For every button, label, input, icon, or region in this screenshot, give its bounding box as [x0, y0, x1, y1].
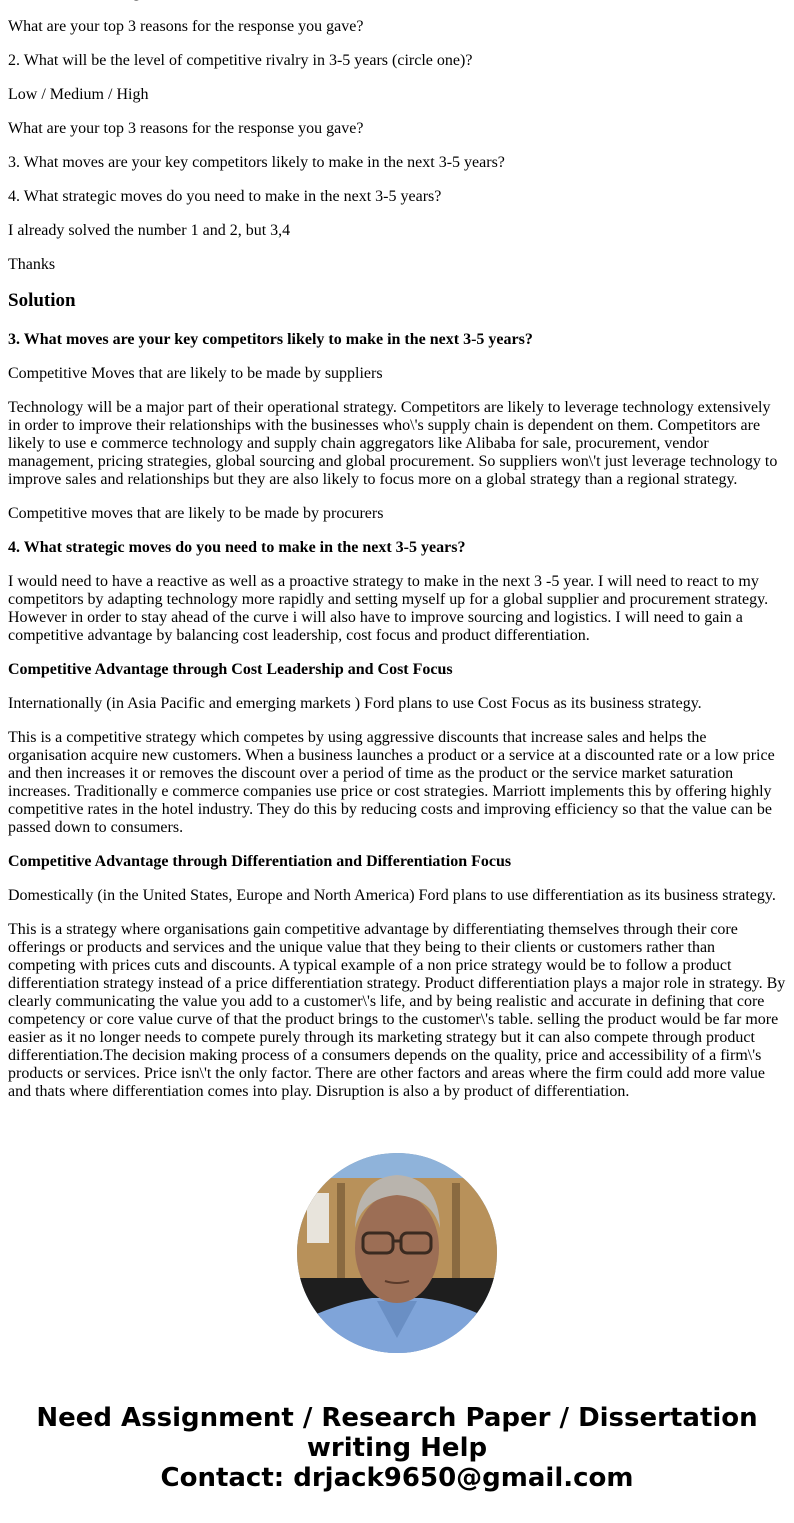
paragraph: Competitive moves that are likely to be made by procurers: [8, 505, 384, 522]
banner-line: Need Assignment / Research Paper / Dissertation: [36, 1403, 758, 1433]
paragraph: This is a strategy where organisations gain competitive advantage by differentiating themselves through their core offerings or products and services and the unique value that they being to their clients or customers rather than competing with prices cuts and discounts. A typical example of a non price strategy would be to follow a product differentiation strategy instead of a price differentiation strategy. Product differentiation plays a major role in strategy. By clearly communicating the value you add to a customer\'s life, and by being realistic and accurate in defining that core competency or core value curve of that the product brings to the customer\'s table. selling the product would be far more easier as it no longer needs to compete purely through its marketing strategy but it can also compete through product differentiation.The decision making process of a consumers depends on the quality, price and accessibility of a firm\'s products or services. Price isn\'t the only factor. There are other factors and areas where the firm could add more value and thats where differentiation comes into play. Disruption is also a by product of differentiation.: [8, 921, 786, 1100]
paragraph: Internationally (in Asia Pacific and emerging markets ) Ford plans to use Cost Focus as its business strategy.: [8, 695, 702, 712]
section-heading: Competitive Advantage through Cost Leadership and Cost Focus: [8, 661, 453, 678]
banner-line: writing Help: [306, 1433, 488, 1463]
options-line: Low / Medium / High: [8, 86, 149, 103]
section-heading: Competitive Advantage through Differentiation and Differentiation Focus: [8, 853, 512, 870]
options-line: [8, 0, 786, 2]
question-text: What are your top 3 reasons for the response you gave?: [8, 18, 364, 35]
paragraph: This is a competitive strategy which competes by using aggressive discounts that increase sales and helps the organisation acquire new customers. When a business launches a product or a service at a discounted rate or a low price and then increases it or removes the discount over a period of time as the product or the service market saturation increases. Traditionally e commerce companies use price or cost strategies. Marriott implements this by offering highly competitive rates in the hotel industry. They do this by reducing costs and improving efficiency so that the value can be passed down to consumers.: [8, 729, 775, 836]
question-text: 3. What moves are your key competitors likely to make in the next 3-5 years?: [8, 154, 505, 171]
paragraph: Domestically (in the United States, Europe and North America) Ford plans to use differentiation as its business strategy.: [8, 887, 776, 904]
document-body: [8, 0, 786, 1117]
question-text: 2. What will be the level of competitive rivalry in 3-5 years (circle one)?: [8, 52, 473, 69]
solution-heading: Solution: [8, 290, 76, 311]
paragraph: Competitive Moves that are likely to be made by suppliers: [8, 365, 383, 382]
paragraph: I would need to have a reactive as well as a proactive strategy to make in the next 3 -5 year. I will need to react to my competitors by adapting technology more rapidly and setting myself up for a global supplier and procurement strategy. However in order to stay ahead of the curve i will also have to improve sourcing and logistics. I will need to gain a competitive advantage by balancing cost leadership, cost focus and product differentiation.: [8, 573, 769, 644]
author-avatar: [297, 1153, 497, 1353]
question-text: What are your top 3 reasons for the response you gave?: [8, 120, 364, 137]
solution-q4-heading: 4. What strategic moves do you need to make in the next 3-5 years?: [8, 539, 466, 556]
question-text: 4. What strategic moves do you need to make in the next 3-5 years?: [8, 188, 442, 205]
solution-q3-heading: 3. What moves are your key competitors likely to make in the next 3-5 years?: [8, 331, 533, 348]
contact-banner: [0, 1403, 794, 1493]
question-note: I already solved the number 1 and 2, but 3,4: [8, 222, 291, 239]
author-photo-icon: [297, 1153, 497, 1353]
question-thanks: Thanks: [8, 256, 56, 273]
contact-email: Contact: drjack9650@gmail.com: [160, 1463, 634, 1493]
paragraph: Technology will be a major part of their operational strategy. Competitors are likely to leverage technology extensively in order to improve their relationships with the businesses who\'s supply chain is dependent on them. Competitors are likely to use e commerce technology and supply chain aggregators like Alibaba for sale, procurement, vendor management, pricing strategies, global sourcing and global procurement. So suppliers won\'t just leverage technology to improve sales and relationships but they are also likely to focus more on a global strategy than a regional strategy.: [8, 399, 778, 488]
